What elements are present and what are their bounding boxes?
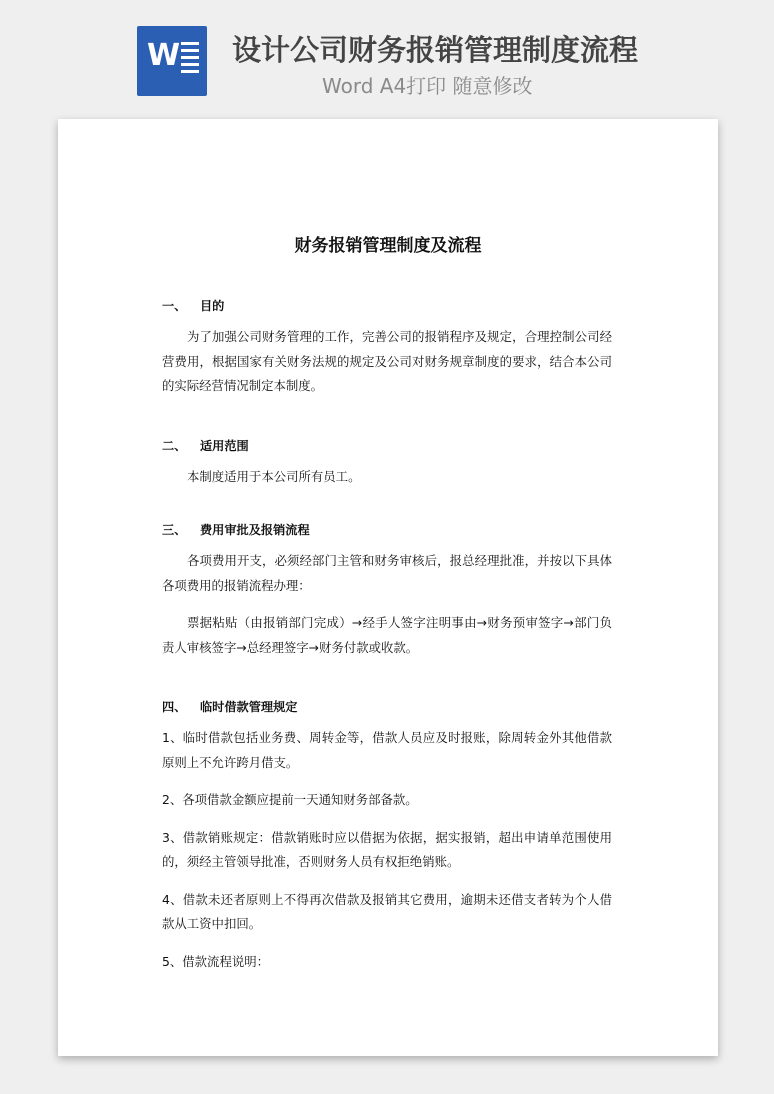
section-heading-purpose	[162, 297, 612, 315]
section-number: 三、	[162, 523, 187, 537]
section-heading-text: 费用审批及报销流程	[200, 523, 310, 537]
section-heading-text: 目的	[200, 299, 225, 313]
list-item: 4、借款未还者原则上不得再次借款及报销其它费用，逾期未还借支者转为个人借款从工资中扣回。	[162, 891, 612, 931]
section-number: 二、	[162, 438, 187, 453]
banner-title: 设计公司财务报销管理制度流程	[232, 33, 639, 67]
document-title: 财务报销管理制度及流程	[294, 236, 482, 256]
word-icon-letter: W	[147, 38, 180, 73]
word-doc-icon	[137, 26, 207, 96]
section-number: 四、	[162, 700, 187, 714]
paragraph: 票据粘贴（由报销部门完成）→经手人签字注明事由→财务预审签字→部门负责人审核签字→总经理签字→财务付款或收款。	[162, 615, 612, 655]
paragraph: 本制度适用于本公司所有员工。	[187, 468, 361, 484]
document-page	[58, 119, 718, 1056]
banner	[0, 0, 774, 110]
section-heading-text: 适用范围	[200, 438, 249, 453]
list-item: 2、各项借款金额应提前一天通知财务部备款。	[162, 792, 418, 807]
section-number: 一、	[162, 299, 187, 313]
paragraph: 为了加强公司财务管理的工作，完善公司的报销程序及规定，合理控制公司经营费用，根据国家有关财务法规的规定及公司对财务规章制度的要求，结合本公司的实际经营情况制定本制度。	[162, 329, 612, 393]
section-heading-scope	[162, 437, 612, 455]
section-heading-text: 临时借款管理规定	[200, 700, 298, 714]
document-body	[162, 297, 612, 974]
section-heading-loans	[162, 698, 612, 716]
list-item: 1、临时借款包括业务费、周转金等，借款人员应及时报账，除周转金外其他借款原则上不允许跨月借支。	[162, 730, 612, 770]
banner-subtitle: Word A4打印 随意修改	[322, 74, 533, 98]
list-item: 3、借款销账规定：借款销账时应以借据为依据，据实报销，超出申请单范围使用的，须经主管领导批准，否则财务人员有权拒绝销账。	[162, 829, 612, 869]
paragraph: 各项费用开支，必须经部门主管和财务审核后，报总经理批准，并按以下具体各项费用的报销流程办理：	[162, 553, 612, 593]
section-heading-approval	[162, 521, 612, 539]
list-item: 5、借款流程说明：	[162, 953, 270, 969]
word-icon-lines	[181, 42, 199, 77]
